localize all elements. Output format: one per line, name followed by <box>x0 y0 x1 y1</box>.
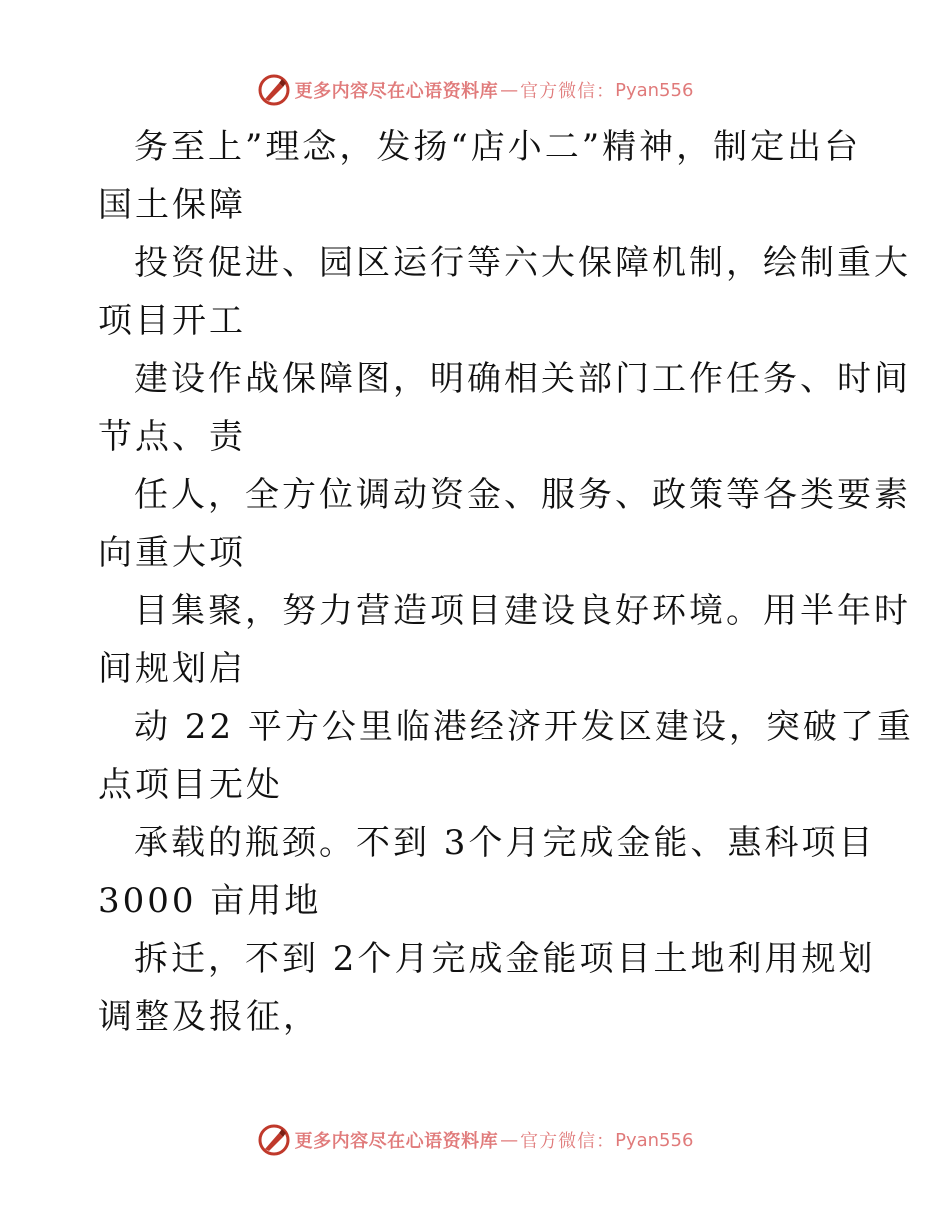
text-line: 调整及报征， <box>98 997 320 1037</box>
text-line: 国土保障 <box>98 185 246 225</box>
watermark-wechat-id: Pyan556 <box>615 1129 694 1151</box>
text-line: 节点、责 <box>98 417 246 457</box>
text-line: 间规划启 <box>98 649 246 689</box>
text-line: 项目开工 <box>98 301 246 341</box>
text-line: 任人，全方位调动资金、服务、政策等各类要素 <box>134 475 911 515</box>
pen-logo-icon <box>257 73 291 107</box>
watermark-separator: — <box>500 1129 519 1151</box>
watermark-main-text: 更多内容尽在心语资料库 <box>294 1131 499 1152</box>
watermark-wechat-id: Pyan556 <box>615 79 694 101</box>
pen-logo-icon <box>257 1123 291 1157</box>
watermark-label: 官方微信： <box>520 1131 616 1152</box>
watermark-main-text: 更多内容尽在心语资料库 <box>294 81 499 102</box>
text-line: 建设作战保障图，明确相关部门工作任务、时间 <box>134 359 911 399</box>
text-line: 投资促进、园区运行等六大保障机制，绘制重大 <box>134 243 911 283</box>
watermark-separator: — <box>500 79 519 101</box>
text-line: 动 22 平方公里临港经济开发区建设，突破了重 <box>134 707 914 747</box>
text-line: 务至上”理念，发扬“店小二”精神，制定出台 <box>134 127 862 167</box>
text-line: 点项目无处 <box>98 765 283 805</box>
document-body <box>98 118 914 1046</box>
text-line: 3000 亩用地 <box>98 881 322 921</box>
text-line: 拆迁，不到 2个月完成金能项目土地利用规划 <box>134 939 876 979</box>
footer-watermark <box>0 1120 950 1160</box>
text-line: 向重大项 <box>98 533 246 573</box>
text-line: 目集聚，努力营造项目建设良好环境。用半年时 <box>134 591 911 631</box>
header-watermark <box>0 70 950 110</box>
watermark-label: 官方微信： <box>520 81 616 102</box>
text-line: 承载的瓶颈。不到 3个月完成金能、惠科项目 <box>134 823 876 863</box>
